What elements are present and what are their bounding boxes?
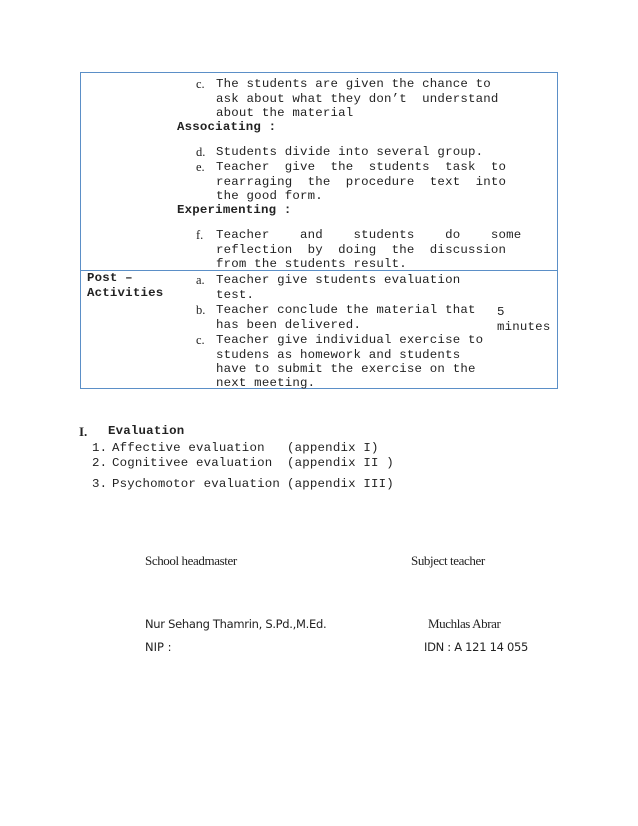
list-item-line: Students divide into several group. xyxy=(216,145,484,159)
list-letter: d. xyxy=(196,145,206,159)
list-item-line: ask about what they don’t understand xyxy=(216,92,499,106)
list-item-line: test. xyxy=(216,288,255,302)
list-letter: c. xyxy=(196,77,205,91)
evaluation-item-appendix: (appendix III) xyxy=(287,477,394,491)
list-item-line: Teacher give individual exercise to xyxy=(216,333,484,347)
list-item-line: next meeting. xyxy=(216,376,316,390)
signature-name-right: Muchlas Abrar xyxy=(428,616,501,631)
post-activities-label: Post – xyxy=(87,271,133,285)
signature-id-left: NIP : xyxy=(145,640,172,654)
evaluation-item-number: 3. xyxy=(92,477,108,491)
section-heading-associating: Associating : xyxy=(177,120,277,134)
signature-name-left: Nur Sehang Thamrin, S.Pd.,M.Ed. xyxy=(145,617,327,631)
list-letter: c. xyxy=(196,333,205,347)
section-numeral: I. xyxy=(79,424,88,439)
evaluation-heading: Evaluation xyxy=(108,424,185,438)
evaluation-item-appendix: (appendix I) xyxy=(287,441,379,455)
time-unit: minutes xyxy=(497,320,551,334)
evaluation-item-text: Affective evaluation xyxy=(112,441,265,455)
list-item-line: Teacher give the students task to xyxy=(216,160,507,174)
list-letter: e. xyxy=(196,160,205,174)
list-item-line: rearraging the procedure text into xyxy=(216,175,507,189)
list-item-line: about the material xyxy=(216,106,354,120)
list-item-line: reflection by doing the discussion xyxy=(216,243,507,257)
list-letter: b. xyxy=(196,303,206,317)
list-item-line: Teacher conclude the material that xyxy=(216,303,476,317)
evaluation-item-text: Cognitivee evaluation xyxy=(112,456,273,470)
post-activities-label: Activities xyxy=(87,286,164,300)
evaluation-item-text: Psychomotor evaluation xyxy=(112,477,280,491)
list-item-line: Teacher give students evaluation xyxy=(216,273,461,287)
evaluation-item-appendix: (appendix II ) xyxy=(287,456,394,470)
evaluation-item-number: 2. xyxy=(92,456,108,470)
time-value: 5 xyxy=(497,305,505,319)
signature-role-right: Subject teacher xyxy=(411,553,485,568)
list-item-line: Teacher and students do some xyxy=(216,228,522,242)
list-letter: f. xyxy=(196,228,204,242)
section-heading-experimenting: Experimenting : xyxy=(177,203,292,217)
list-letter: a. xyxy=(196,273,205,287)
list-item-line: have to submit the exercise on the xyxy=(216,362,476,376)
evaluation-item-number: 1. xyxy=(92,441,108,455)
signature-role-left: School headmaster xyxy=(145,553,237,568)
list-item-line: the good form. xyxy=(216,189,323,203)
list-item-line: studens as homework and students xyxy=(216,348,461,362)
list-item-line: has been delivered. xyxy=(216,318,362,332)
list-item-line: from the students result. xyxy=(216,257,407,271)
signature-id-right: IDN : A 121 14 055 xyxy=(424,640,529,654)
list-item-line: The students are given the chance to xyxy=(216,77,491,91)
